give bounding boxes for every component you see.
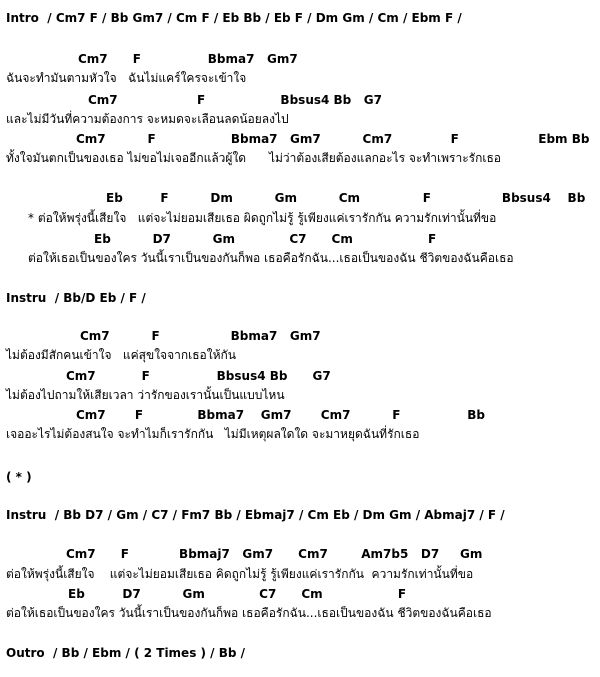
instru-line-1: Instru / Bb/D Eb / F / [6,291,146,305]
verse1-chords-2: Cm7 F Bbsus4 Bb G7 [88,93,382,107]
verse2-lyric-2: ไม่ต้องไปถามให้เสียเวลา ว่ารักของเรานั้นเป็นแบบไหน [6,388,285,402]
verse2-chords-2: Cm7 F Bbsus4 Bb G7 [66,369,331,383]
verse1-lyric-1: ฉันจะทำมันตามหัวใจ ฉันไม่แคร์ใครจะเข้าใจ [6,71,247,85]
chorus1-lyric-2: ต่อให้เธอเป็นของใคร วันนี้เราเป็นของกันก็พอ เธอคือรักฉัน...เธอเป็นของฉัน ชีวิตของฉันคือเธอ [28,251,514,265]
verse2-chords-1: Cm7 F Bbma7 Gm7 [80,329,321,343]
verse1-chords-1: Cm7 F Bbma7 Gm7 [78,52,298,66]
chorus2-lyric-2: ต่อให้เธอเป็นของใคร วันนี้เราเป็นของกันก็พอ เธอคือรักฉัน...เธอเป็นของฉัน ชีวิตของฉันคือเธอ [6,606,492,620]
chorus2-chords-2: Eb D7 Gm C7 Cm F [68,587,407,601]
verse1-chords-3: Cm7 F Bbma7 Gm7 Cm7 F Ebm Bb [76,132,590,146]
chorus1-lyric-1: * ต่อให้พรุ่งนี้เสียใจ แต่จะไม่ยอมเสียเธอ ผิดถูกไม่รู้ รู้เพียงแค่เรารักกัน ความรักเท่านั้นที่ขอ [28,211,497,225]
instru-line-2: Instru / Bb D7 / Gm / C7 / Fm7 Bb / Ebmaj7 / Cm Eb / Dm Gm / Abmaj7 / F / [6,508,505,522]
chorus1-chords-2: Eb D7 Gm C7 Cm F [94,232,437,246]
outro-line: Outro / Bb / Ebm / ( 2 Times ) / Bb / [6,646,246,660]
chorus1-chords-1: Eb F Dm Gm Cm F Bbsus4 Bb [106,191,586,205]
verse2-lyric-1: ไม่ต้องมีสักคนเข้าใจ แค่สุขใจจากเธอให้กัน [6,348,236,362]
repeat-marker: ( * ) [6,470,32,484]
verse2-chords-3: Cm7 F Bbma7 Gm7 Cm7 F Bb [76,408,485,422]
chorus2-lyric-1: ต่อให้พรุ่งนี้เสียใจ แต่จะไม่ยอมเสียเธอ คิดถูกไม่รู้ รู้เพียงแค่เรารักกัน ความรักเท่านั้นที่ขอ [6,567,474,581]
intro-line: Intro / Cm7 F / Bb Gm7 / Cm F / Eb Bb / Eb F / Dm Gm / Cm / Ebm F / [6,11,462,25]
chorus2-chords-1: Cm7 F Bbmaj7 Gm7 Cm7 Am7b5 D7 Gm [66,547,483,561]
verse1-lyric-3: ทั้งใจมันตกเป็นของเธอ ไม่ขอไม่เจออีกแล้วผู้ใด ไม่ว่าต้องเสียต้องแลกอะไร จะทำเพราะรักเธอ [6,151,501,165]
verse2-lyric-3: เจออะไรไม่ต้องสนใจ จะทำไมก็เรารักกัน ไม่มีเหตุผลใดใด จะมาหยุดฉันที่รักเธอ [6,427,420,441]
verse1-lyric-2: และไม่มีวันที่ความต้องการ จะหมดจะเลือนลดน้อยลงไป [6,112,289,126]
